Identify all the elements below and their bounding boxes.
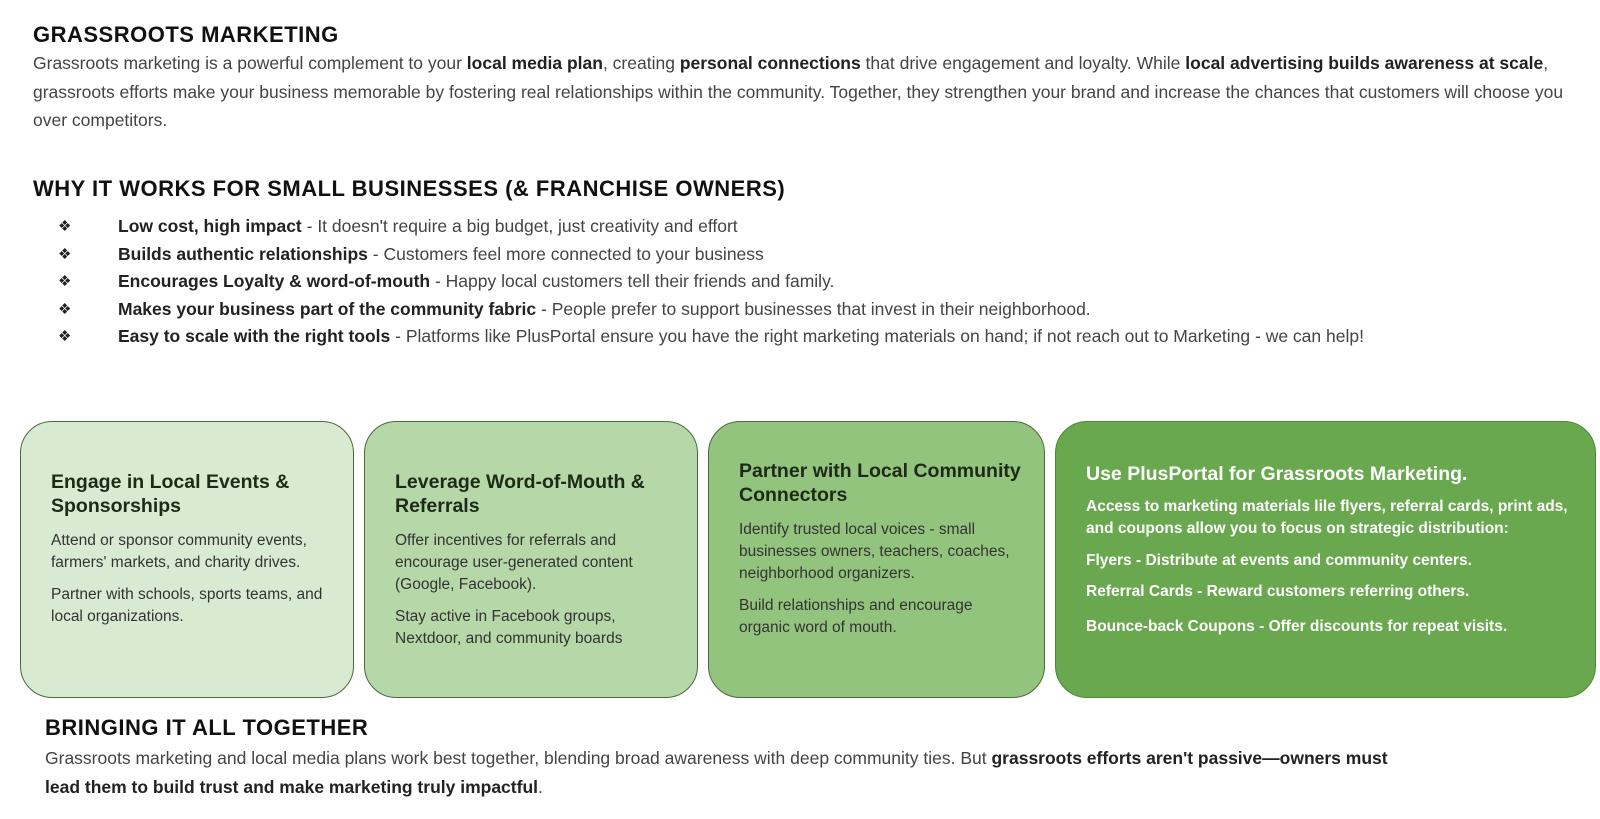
intro-paragraph: Grassroots marketing is a powerful complement to your local media plan, creating personal connections that drive engagement and loyalty. While local advertising builds awareness at scale, grassroots efforts make your business memorable by fostering real relationships within the community. Together, they strengthen your brand and increase the chances that customers will choose you over competitors. <box>33 53 1564 130</box>
list-item: ❖ Makes your business part of the community fabric - People prefer to support businesses that invest in their neighborhood. <box>58 296 1558 324</box>
card-list-item: Bounce-back Coupons - Offer discounts for repeat visits. <box>1086 618 1508 635</box>
card-word-of-mouth <box>364 421 698 698</box>
card-text: Attend or sponsor community events, farmers' markets, and charity drives. <box>51 532 307 571</box>
card-community-connectors <box>708 421 1045 698</box>
card-text: Identify trusted local voices - small businesses owners, teachers, coaches, neighborhood organizers. <box>739 521 1010 582</box>
card-text: Build relationships and encourage organic word of mouth. <box>739 597 973 636</box>
closing-paragraph: Grassroots marketing and local media plans work best together, blending broad awareness with deep community ties. But grassroots efforts aren't passive—owners must lead them to build trust and make marketing truly impactful. <box>45 748 1388 797</box>
list-item: ❖ Builds authentic relationships - Customers feel more connected to your business <box>58 241 1558 269</box>
card-local-events <box>20 421 354 698</box>
section-heading-grassroots: GRASSROOTS MARKETING <box>33 22 339 47</box>
card-text: Access to marketing materials lile flyers, referral cards, print ads, and coupons allow you to focus on strategic distribution: <box>1086 498 1568 537</box>
diamond-bullet-icon: ❖ <box>58 245 72 263</box>
card-text: Partner with schools, sports teams, and local organizations. <box>51 586 323 625</box>
card-list-item: Referral Cards - Reward customers referring others. <box>1086 583 1470 600</box>
list-item: ❖ Low cost, high impact - It doesn't require a big budget, just creativity and effort <box>58 213 1558 241</box>
card-title: Leverage Word-of-Mouth & Referrals <box>395 471 645 517</box>
card-title: Use PlusPortal for Grassroots Marketing. <box>1086 463 1468 485</box>
section-heading-why-it-works: WHY IT WORKS FOR SMALL BUSINESSES (& FRANCHISE OWNERS) <box>33 176 786 201</box>
diamond-bullet-icon: ❖ <box>58 328 72 345</box>
card-plusportal <box>1055 421 1596 698</box>
card-text: Stay active in Facebook groups, Nextdoor, and community boards <box>395 608 623 647</box>
list-item: ❖ Encourages Loyalty & word-of-mouth - Happy local customers tell their friends and family. <box>58 268 1558 296</box>
diamond-bullet-icon: ❖ <box>58 273 72 290</box>
card-list-item: Flyers - Distribute at events and community centers. <box>1086 552 1472 569</box>
section-heading-bringing-together: BRINGING IT ALL TOGETHER <box>45 715 369 740</box>
benefits-list <box>58 213 1558 351</box>
diamond-bullet-icon: ❖ <box>58 300 72 318</box>
diamond-bullet-icon: ❖ <box>58 218 72 235</box>
card-title: Engage in Local Events & Sponsorships <box>51 471 290 517</box>
card-text: Offer incentives for referrals and encourage user-generated content (Google, Facebook). <box>395 532 633 593</box>
card-title: Partner with Local Community Connectors <box>739 460 1021 506</box>
list-item: ❖ Easy to scale with the right tools - Platforms like PlusPortal ensure you have the right marketing materials on hand; if not reach out to Marketing - we can help! <box>58 323 1558 351</box>
